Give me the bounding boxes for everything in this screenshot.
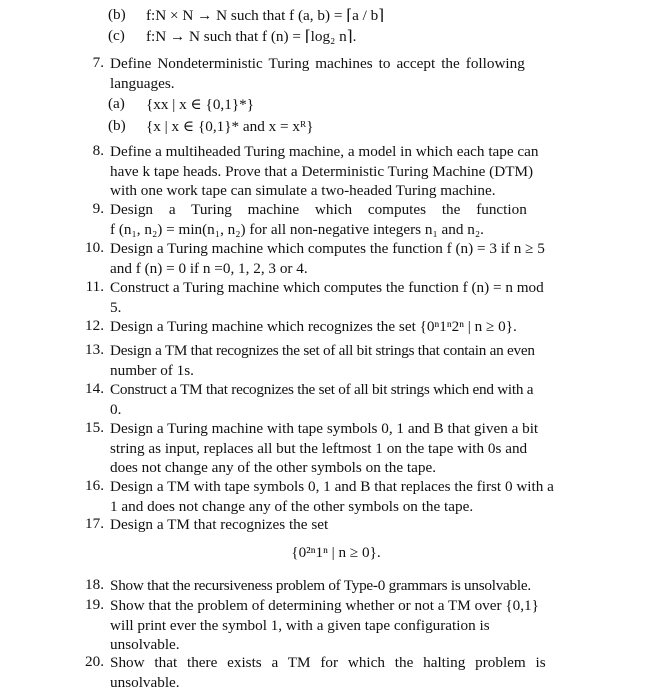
question-line: Define Nondeterministic Turing machines to accept the following: [110, 55, 525, 72]
question-line: Design a Turing machine which recognizes the set {0ⁿ1ⁿ2ⁿ | n ≥ 0}.: [110, 318, 517, 335]
sub-label: (b): [108, 6, 126, 23]
question-line: string as input, replaces all but the leftmost 1 on the tape with 0s and: [110, 439, 528, 457]
question-line: Design a Turing machine which computes the function: [110, 201, 527, 218]
question-line: Design a TM with tape symbols 0, 1 and B that replaces the first 0 with a: [110, 478, 554, 495]
question-number: 19.: [85, 596, 104, 613]
question-line: have k tape heads. Prove that a Deterministic Turing Machine (DTM): [110, 162, 534, 180]
question-line: with one work tape can simulate a two-headed Turing machine.: [110, 182, 496, 199]
question-number: 13.: [85, 341, 104, 358]
question-line: Design a Turing machine with tape symbols 0, 1 and B that given a bit: [110, 420, 539, 437]
sub-text: {x | x ∈ {0,1}* and x = xᴿ}: [146, 118, 314, 135]
question-number: 20.: [85, 653, 104, 670]
question-number: 16.: [85, 477, 104, 494]
question-line: Design a Turing machine which computes the function f (n) = 3 if n ≥ 5: [110, 240, 545, 257]
question-line: 0.: [110, 400, 122, 418]
question-number: 15.: [85, 419, 104, 436]
question-number: 8.: [92, 142, 104, 159]
question-number: 10.: [85, 239, 104, 256]
question-line: unsolvable.: [110, 673, 180, 691]
question-line: unsolvable.: [110, 636, 180, 653]
question-line: languages.: [110, 74, 175, 92]
question-number: 11.: [85, 278, 104, 295]
question-number: 9.: [92, 200, 104, 217]
question-number: 17.: [85, 515, 104, 532]
question-line: number of 1s.: [110, 361, 194, 379]
question-line: Design a TM that recognizes the set of all bit strings that contain an even: [110, 342, 535, 359]
question-line: Construct a Turing machine which computes the function f (n) = n mod: [110, 279, 544, 296]
question-line: 5.: [110, 298, 122, 316]
question-number: 14.: [85, 380, 104, 397]
question-line: f (n₁, n₂) = min(n₁, n₂) for all non-negative integers n₁ and n₂.: [110, 220, 484, 238]
question-line: will print ever the symbol 1, with a given tape configuration is: [110, 616, 490, 634]
question-line: and f (n) = 0 if n =0, 1, 2, 3 or 4.: [110, 259, 308, 277]
question-line: does not change any of the other symbols on the tape.: [110, 459, 437, 476]
question-line: Construct a TM that recognizes the set of all bit strings which end with a: [110, 381, 534, 398]
sub-label: (a): [108, 95, 125, 112]
question-line: 1 and does not change any of the other symbols on the tape.: [110, 497, 474, 515]
sub-text: f:N → N such that f (n) = ⌈log₂ n⌉.: [146, 28, 357, 45]
question-line: Design a TM that recognizes the set: [110, 516, 329, 533]
question-number: 18.: [85, 576, 104, 593]
question-line: Show that the recursiveness problem of Type-0 grammars is unsolvable.: [110, 577, 531, 594]
sub-label: (c): [108, 27, 125, 44]
question-line: Define a multiheaded Turing machine, a model in which each tape can: [110, 143, 539, 160]
sub-text: f:N × N → N such that f (a, b) = ⌈a / b⌉: [146, 7, 385, 24]
q17-set-formula: {0²ⁿ1ⁿ | n ≥ 0}.: [291, 544, 381, 561]
question-line: Show that the problem of determining whether or not a TM over {0,1}: [110, 597, 539, 614]
question-number: 12.: [85, 317, 104, 334]
question-line: Show that there exists a TM for which the halting problem is: [110, 654, 546, 671]
question-number: 7.: [92, 54, 104, 71]
sub-text: {xx | x ∈ {0,1}*}: [146, 96, 254, 113]
sub-label: (b): [108, 117, 126, 134]
